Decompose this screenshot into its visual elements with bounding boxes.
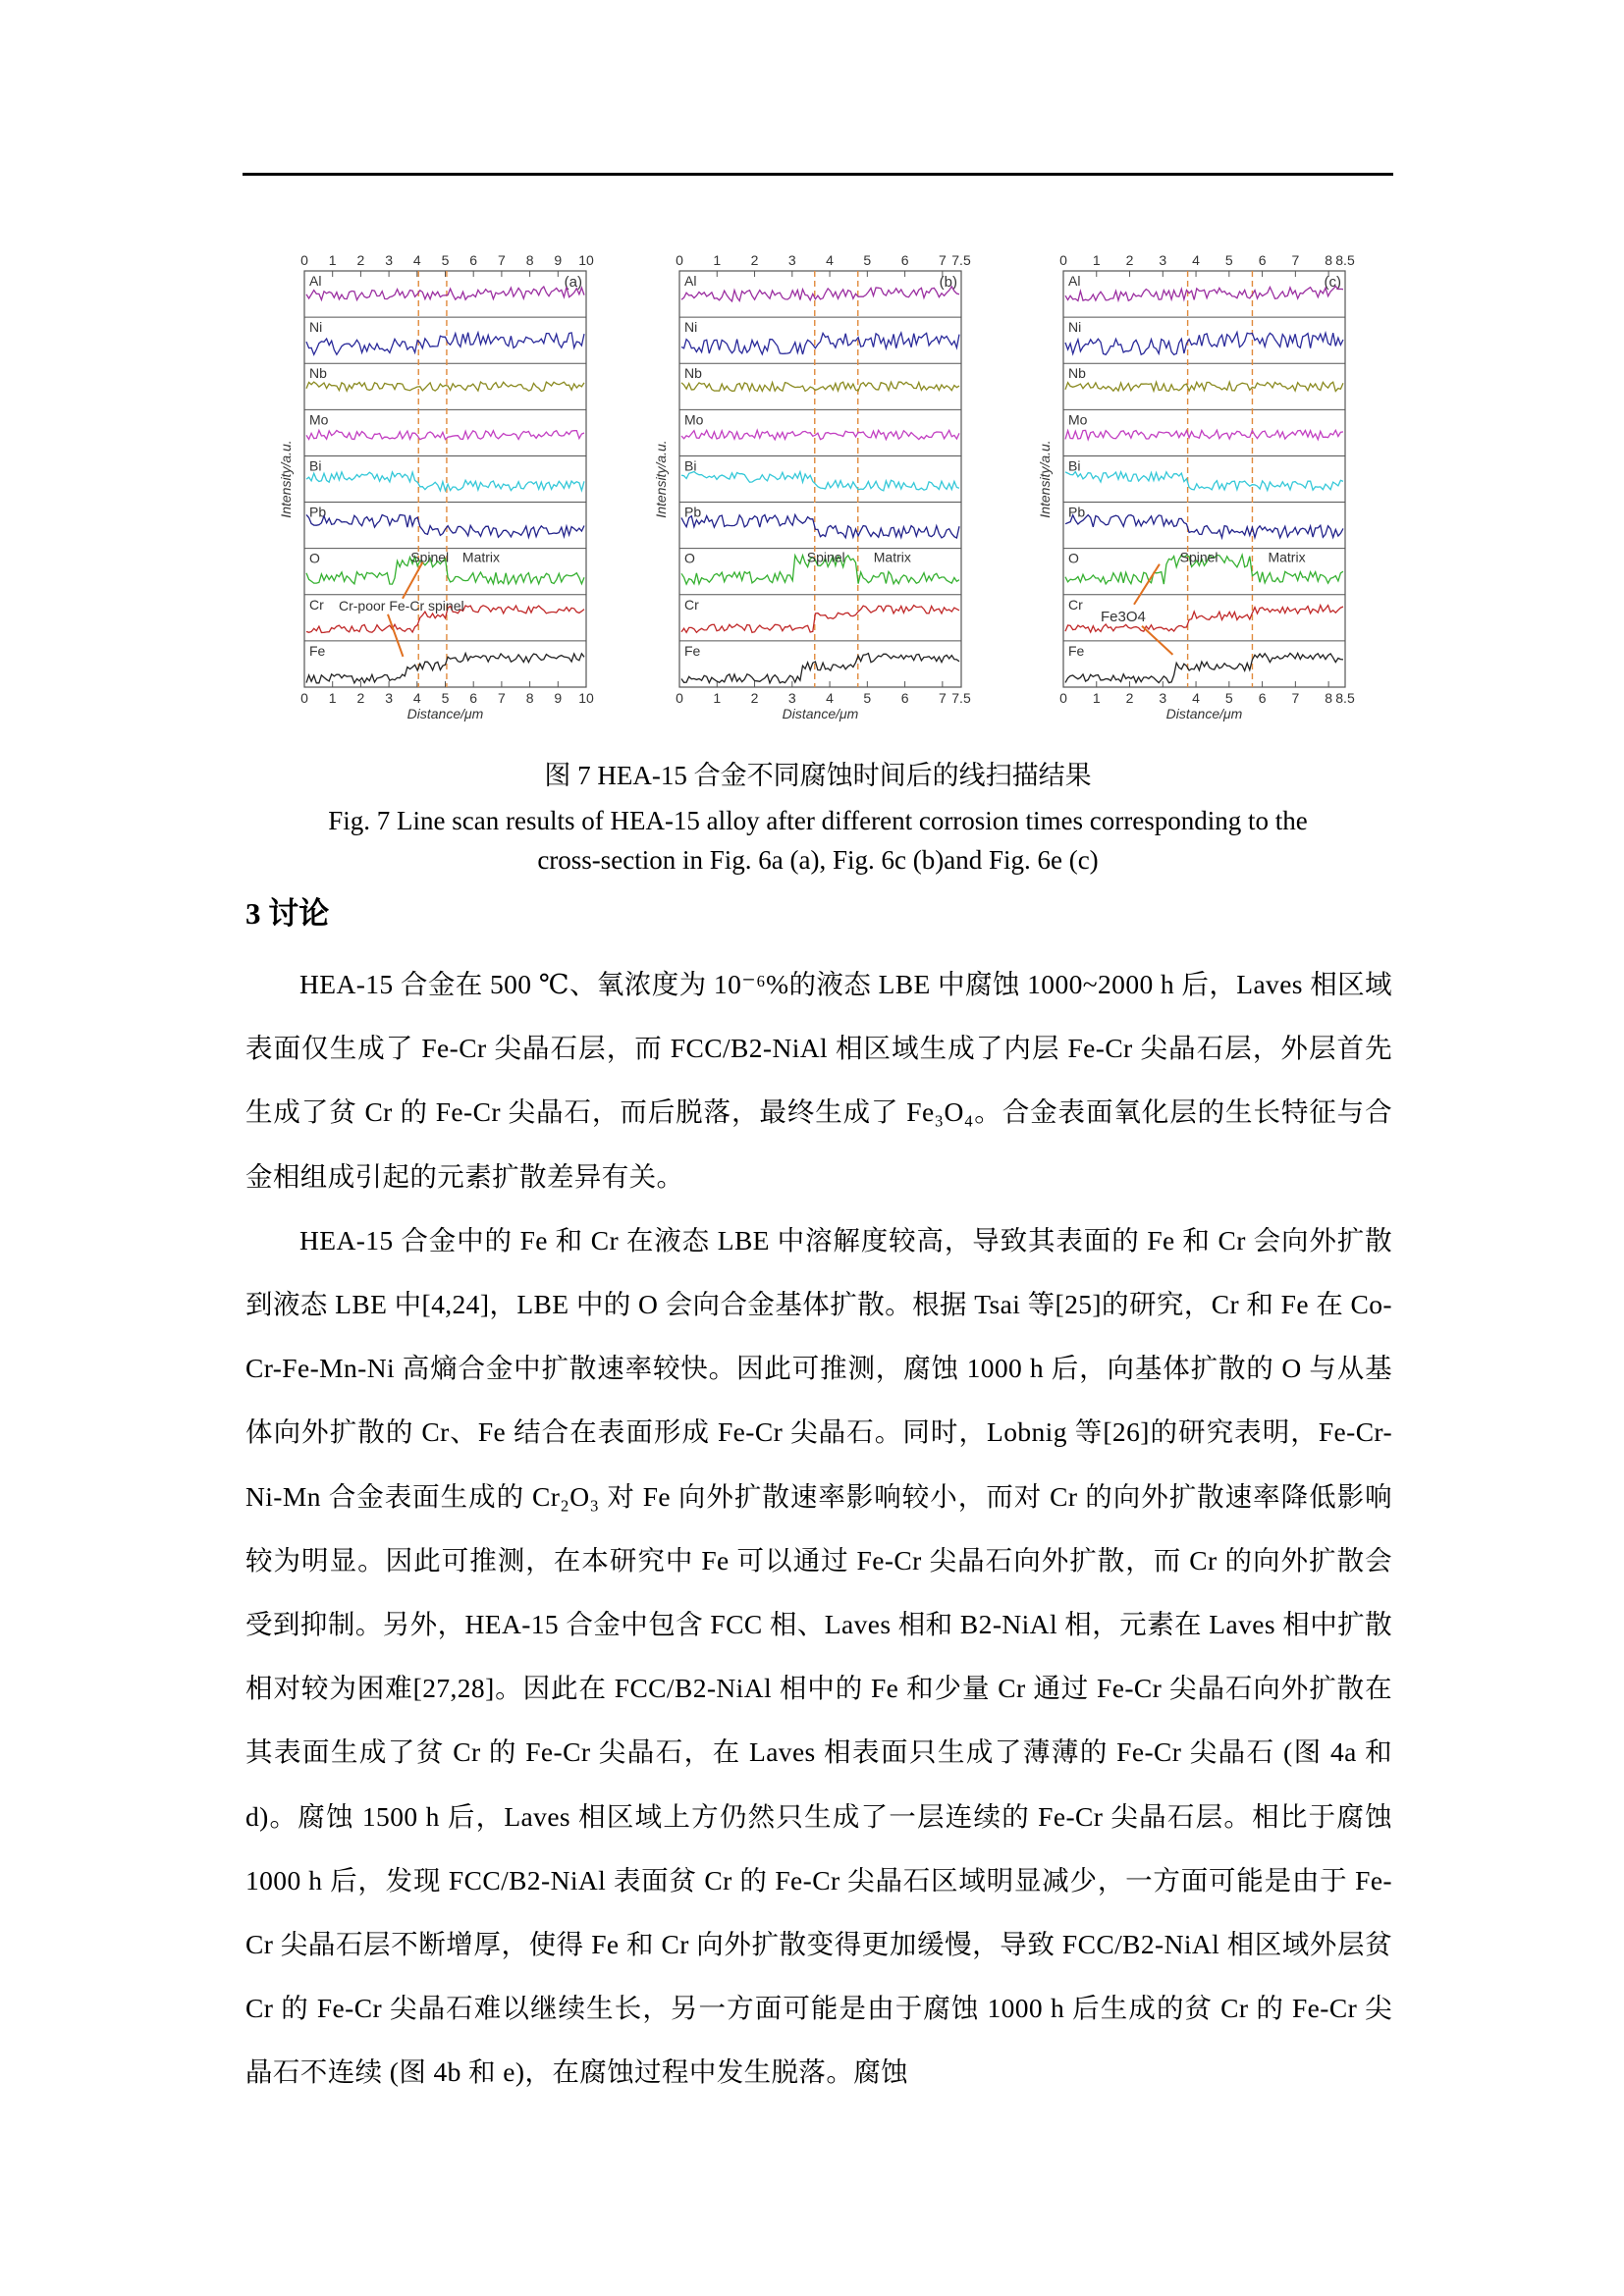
top-tick-label: 6	[469, 252, 478, 268]
annotation-spinel: Spinel	[1179, 549, 1218, 565]
element-label-pb: Pb	[684, 504, 702, 520]
bottom-tick-label: 7	[1291, 690, 1300, 706]
top-tick-label: 8.5	[1335, 252, 1355, 268]
paragraph-1: HEA-15 合金在 500 ℃、氧浓度为 10⁻⁶%的液态 LBE 中腐蚀 1000~2000 h 后，Laves 相区域表面仅生成了 Fe-Cr 尖晶石层，而 FCC/B2-NiAl 相区域生成了内层 Fe-Cr 尖晶石层，外层首先生成了贫 Cr 的 Fe-Cr 尖晶石，而后脱落，最终生成了 Fe₃O₄。合金表面氧化层的生长特征与合金相组成引起的元素扩散差异有关。	[245, 969, 1392, 1192]
bottom-tick-label: 7	[498, 690, 506, 706]
element-label-cr: Cr	[1068, 596, 1083, 613]
panel-label: (b)	[939, 274, 957, 291]
bottom-tick-label: 3	[385, 690, 393, 706]
bottom-tick-label: 9	[554, 690, 563, 706]
bottom-tick-label: 6	[1258, 690, 1267, 706]
top-tick-label: 10	[578, 252, 594, 268]
line-scan-mo	[1065, 430, 1343, 440]
annotation-arrow	[388, 614, 403, 657]
element-label-al: Al	[1068, 273, 1081, 289]
annotation-cr-poor-spinel: Cr-poor Fe-Cr spinel	[339, 597, 464, 614]
top-tick-label: 7	[498, 252, 506, 268]
line-scan-al	[306, 287, 584, 300]
y-axis-label: Intensity/a.u.	[278, 440, 294, 518]
annotation-spinel: Spinel	[410, 549, 450, 565]
line-scan-bi	[306, 472, 584, 491]
line-scan-bi	[1065, 472, 1343, 491]
top-tick-label: 7	[1291, 252, 1300, 268]
top-tick-label: 4	[1192, 252, 1200, 268]
element-label-o: O	[1068, 550, 1079, 566]
y-axis-label: Intensity/a.u.	[653, 440, 669, 518]
line-scan-figure	[0, 0, 1624, 746]
bottom-tick-label: 0	[1059, 690, 1067, 706]
bottom-tick-label: 6	[900, 690, 909, 706]
top-tick-label: 2	[1125, 252, 1134, 268]
annotation-arrow	[403, 562, 423, 599]
element-label-fe: Fe	[309, 642, 326, 659]
top-tick-label: 1	[713, 252, 722, 268]
line-scan-fe	[681, 654, 959, 683]
top-tick-label: 9	[554, 252, 563, 268]
bottom-tick-label: 7	[938, 690, 947, 706]
bottom-tick-label: 5	[863, 690, 872, 706]
element-label-bi: Bi	[309, 457, 322, 474]
bottom-tick-label: 3	[787, 690, 796, 706]
element-label-cr: Cr	[684, 596, 699, 613]
top-tick-label: 0	[300, 252, 308, 268]
bottom-tick-label: 2	[750, 690, 759, 706]
element-label-ni: Ni	[684, 319, 698, 336]
top-tick-label: 7	[938, 252, 947, 268]
line-scan-bi	[681, 472, 959, 491]
bottom-tick-label: 7.5	[951, 690, 971, 706]
figure-caption-english-line1: Fig. 7 Line scan results of HEA-15 alloy after different corrosion times corresponding to the	[328, 806, 1308, 835]
line-scan-mo	[306, 430, 584, 439]
bottom-tick-label: 8	[525, 690, 534, 706]
panel-b	[653, 252, 971, 721]
top-tick-label: 2	[356, 252, 365, 268]
bottom-tick-label: 8	[1325, 690, 1333, 706]
line-scan-mo	[681, 430, 959, 440]
bottom-tick-label: 1	[713, 690, 722, 706]
bottom-tick-label: 2	[356, 690, 365, 706]
line-scan-fe	[306, 654, 584, 683]
top-tick-label: 3	[385, 252, 393, 268]
line-scan-pb	[1065, 515, 1343, 538]
annotation-matrix: Matrix	[1268, 549, 1306, 565]
element-label-o: O	[684, 550, 695, 566]
top-tick-label: 0	[1059, 252, 1067, 268]
annotation-spinel: Spinel	[806, 549, 845, 565]
element-label-nb: Nb	[684, 365, 702, 382]
top-tick-label: 8	[525, 252, 534, 268]
element-label-ni: Ni	[1068, 319, 1082, 336]
annotation-arrow	[1134, 564, 1160, 605]
element-label-al: Al	[684, 273, 697, 289]
panel-a	[278, 252, 594, 721]
y-axis-label: Intensity/a.u.	[1037, 440, 1053, 518]
bottom-tick-label: 1	[328, 690, 337, 706]
bottom-tick-label: 8.5	[1335, 690, 1355, 706]
x-axis-label: Distance/μm	[1165, 706, 1243, 721]
top-tick-label: 5	[1224, 252, 1233, 268]
bottom-tick-label: 6	[469, 690, 478, 706]
bottom-tick-label: 4	[1192, 690, 1200, 706]
line-scan-al	[1065, 287, 1343, 301]
body-text	[245, 952, 1392, 2105]
paragraph-2: HEA-15 合金中的 Fe 和 Cr 在液态 LBE 中溶解度较高，导致其表面的 Fe 和 Cr 会向外扩散到液态 LBE 中[4,24]，LBE 中的 O 会向合金基体扩散。根据 Tsai 等[25]的研究，Cr 和 Fe 在 Co-Cr-Fe-Mn-Ni 高熵合金中扩散速率较快。因此可推测，腐蚀 1000 h 后，向基体扩散的 O 与从基体向外扩散的 Cr、Fe 结合在表面形成 Fe-Cr 尖晶石。同时，Lobnig 等[26]的研究表明，Fe-Cr-Ni-Mn 合金表面生成的 Cr₂O₃ 对 Fe 向外扩散速率影响较小，而对 Cr 的向外扩散速率降低影响较为明显。因此可推测，在本研究中 Fe 可以通过 Fe-Cr 尖晶石向外扩散，而 Cr 的向外扩散会受到抑制。另外，HEA-15 合金中包含 FCC 相、Laves 相和 B2-NiAl 相，元素在 Laves 相中扩散相对较为困难[27,28]。因此在 FCC/B2-NiAl 相中的 Fe 和少量 Cr 通过 Fe-Cr 尖晶石向外扩散在其表面生成了贫 Cr 的 Fe-Cr 尖晶石，在 Laves 相表面只生成了薄薄的 Fe-Cr 尖晶石 (图 4a 和 d)。腐蚀 1500 h 后，Laves 相区域上方仍然只生成了一层连续的 Fe-Cr 尖晶石层。相比于腐蚀 1000 h 后，发现 FCC/B2-NiAl 表面贫 Cr 的 Fe-Cr 尖晶石区域明显减少，一方面可能是由于 Fe-Cr 尖晶石层不断增厚，使得 Fe 和 Cr 向外扩散变得更加缓慢，导致 FCC/B2-NiAl 相区域外层贫 Cr 的 Fe-Cr 尖晶石难以继续生长，另一方面可能是由于腐蚀 1000 h 后生成的贫 Cr 的 Fe-Cr 尖晶石不连续 (图 4b 和 e)，在腐蚀过程中发生脱落。腐蚀	[245, 1224, 1392, 2088]
element-label-pb: Pb	[1068, 504, 1086, 520]
line-scan-cr	[681, 606, 959, 633]
annotation-fe3o4: Fe3O4	[1101, 608, 1146, 625]
element-label-fe: Fe	[684, 642, 701, 659]
element-label-cr: Cr	[309, 596, 324, 613]
panel-label: (a)	[564, 274, 582, 291]
element-label-nb: Nb	[309, 365, 327, 382]
top-tick-label: 5	[441, 252, 450, 268]
line-scan-fe	[1065, 653, 1343, 682]
figure-caption-english	[243, 801, 1393, 880]
element-label-mo: Mo	[684, 411, 704, 428]
figure-caption-chinese: 图 7 HEA-15 合金不同腐蚀时间后的线扫描结果	[544, 761, 1092, 790]
bottom-tick-label: 5	[1224, 690, 1233, 706]
top-tick-label: 0	[676, 252, 683, 268]
top-tick-label: 3	[1159, 252, 1167, 268]
panel-c	[1037, 252, 1355, 721]
panel-frame	[679, 271, 961, 687]
element-label-bi: Bi	[684, 457, 697, 474]
line-scan-ni	[306, 333, 584, 355]
bottom-tick-label: 10	[578, 690, 594, 706]
top-tick-label: 6	[900, 252, 909, 268]
bottom-tick-label: 0	[676, 690, 683, 706]
bottom-tick-label: 1	[1092, 690, 1101, 706]
line-scan-pb	[681, 514, 959, 538]
line-scan-pb	[306, 514, 584, 537]
bottom-tick-label: 4	[826, 690, 834, 706]
top-tick-label: 1	[1092, 252, 1101, 268]
top-tick-label: 8	[1325, 252, 1333, 268]
top-tick-label: 4	[826, 252, 834, 268]
line-scan-nb	[1065, 382, 1343, 391]
element-label-o: O	[309, 550, 320, 566]
element-label-fe: Fe	[1068, 642, 1085, 659]
bottom-tick-label: 0	[300, 690, 308, 706]
element-label-ni: Ni	[309, 319, 323, 336]
x-axis-label: Distance/μm	[782, 706, 859, 721]
line-scan-ni	[1065, 333, 1343, 355]
top-tick-label: 1	[328, 252, 337, 268]
line-scan-nb	[306, 382, 584, 391]
top-tick-label: 6	[1258, 252, 1267, 268]
element-label-mo: Mo	[1068, 411, 1088, 428]
line-scan-al	[681, 287, 959, 301]
bottom-tick-label: 3	[1159, 690, 1167, 706]
annotation-matrix: Matrix	[461, 549, 501, 565]
x-axis-label: Distance/μm	[406, 706, 484, 721]
element-label-al: Al	[309, 273, 322, 289]
line-scan-ni	[681, 333, 959, 354]
top-tick-label: 4	[412, 252, 421, 268]
line-scan-nb	[681, 382, 959, 391]
element-label-bi: Bi	[1068, 457, 1081, 474]
top-tick-label: 3	[787, 252, 796, 268]
figure-caption-english-line2: cross-section in Fig. 6a (a), Fig. 6c (b)and Fig. 6e (c)	[537, 845, 1099, 875]
annotation-matrix: Matrix	[873, 549, 911, 565]
bottom-tick-label: 4	[412, 690, 421, 706]
top-tick-label: 7.5	[951, 252, 971, 268]
top-tick-label: 5	[863, 252, 872, 268]
bottom-tick-label: 2	[1125, 690, 1134, 706]
top-tick-label: 2	[750, 252, 759, 268]
element-label-mo: Mo	[309, 411, 329, 428]
panel-label: (c)	[1324, 274, 1341, 291]
bottom-tick-label: 5	[441, 690, 450, 706]
element-label-nb: Nb	[1068, 365, 1086, 382]
section-heading: 3 讨论	[245, 896, 330, 931]
element-label-pb: Pb	[309, 504, 327, 520]
